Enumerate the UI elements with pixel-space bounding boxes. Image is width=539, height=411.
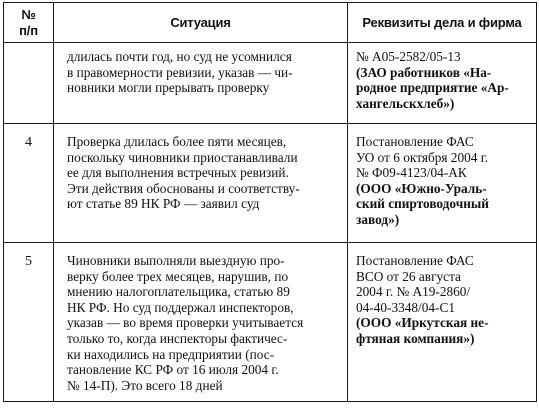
situation-line: ее для выполнения встречных ревизий. <box>67 165 289 181</box>
header-number-line1: № <box>21 6 36 22</box>
situation-line: тановление КС РФ от 16 июля 2004 г. <box>67 362 279 378</box>
details-line: Постановление ФАС <box>356 134 474 149</box>
company-line: родное предприятие «Ар- <box>356 80 509 96</box>
court-cases-table <box>3 2 537 402</box>
row-number: 4 <box>4 124 54 243</box>
row-details <box>348 43 537 124</box>
row-details <box>348 124 537 243</box>
situation-line: только то, когда инспекторы фактичес- <box>67 330 288 346</box>
details-line: 04-40-3348/04-С1 <box>356 299 455 315</box>
situation-line: поскольку чиновники приостанавливали <box>67 149 298 165</box>
situation-line: указав — во время проверки учитывается <box>67 315 304 331</box>
situation-line: ют статье 89 НК РФ — заявил суд <box>67 196 260 212</box>
company-line: ский спиртоводочный <box>356 196 489 212</box>
company-line: (ООО «Южно-Ураль- <box>356 180 487 196</box>
company-line: (ЗАО работников «На- <box>356 64 492 80</box>
situation-line: новники могли прерывать проверку <box>67 80 270 96</box>
details-line: УО от 6 октября 2004 г. <box>356 149 488 165</box>
situation-line: мнению налогоплательщика, статью 89 <box>67 284 290 300</box>
header-details: Реквизиты дела и фирма <box>348 3 537 43</box>
row-situation <box>54 43 348 124</box>
situation-line: Чиновники выполняли выездную про- <box>67 253 285 268</box>
details-line: 2004 г. № А19-2860/ <box>356 284 471 300</box>
row-number <box>4 43 54 124</box>
header-number-line2: п/п <box>19 22 38 38</box>
situation-line: в правомерности ревизии, указав — чи- <box>67 64 293 80</box>
company-line: завод») <box>356 211 400 227</box>
table-row <box>4 43 537 124</box>
situation-line: Проверка длилась более пяти месяцев, <box>67 134 287 149</box>
table-row <box>4 243 537 402</box>
row-situation <box>54 124 348 243</box>
company-line: (ООО «Иркутская не- <box>356 315 489 331</box>
details-line: № Ф09-4123/04-АК <box>356 165 467 181</box>
situation-line: длилась почти год, но суд не усомнился <box>67 49 292 64</box>
header-situation: Ситуация <box>54 3 348 43</box>
situation-line: верку более трех месяцев, нарушив, по <box>67 268 289 284</box>
company-line: фтяная компания») <box>356 330 475 346</box>
details-line: Постановление ФАС <box>356 253 474 268</box>
table-row <box>4 124 537 243</box>
details-line: № А05-2582/05-13 <box>356 49 461 64</box>
table-header-row <box>4 3 537 43</box>
row-number: 5 <box>4 243 54 402</box>
details-line: ВСО от 26 августа <box>356 268 461 284</box>
situation-line: ки находились на предприятии (пос- <box>67 346 275 362</box>
row-details <box>348 243 537 402</box>
situation-line: НК РФ. Но суд поддержал инспекторов, <box>67 299 294 315</box>
row-situation <box>54 243 348 402</box>
situation-line: Эти действия обоснованы и соответству- <box>67 180 300 196</box>
company-line: хангельскхлеб») <box>356 95 455 111</box>
situation-line: № 14-П). Это всего 18 дней <box>67 377 223 393</box>
header-number <box>4 3 54 43</box>
